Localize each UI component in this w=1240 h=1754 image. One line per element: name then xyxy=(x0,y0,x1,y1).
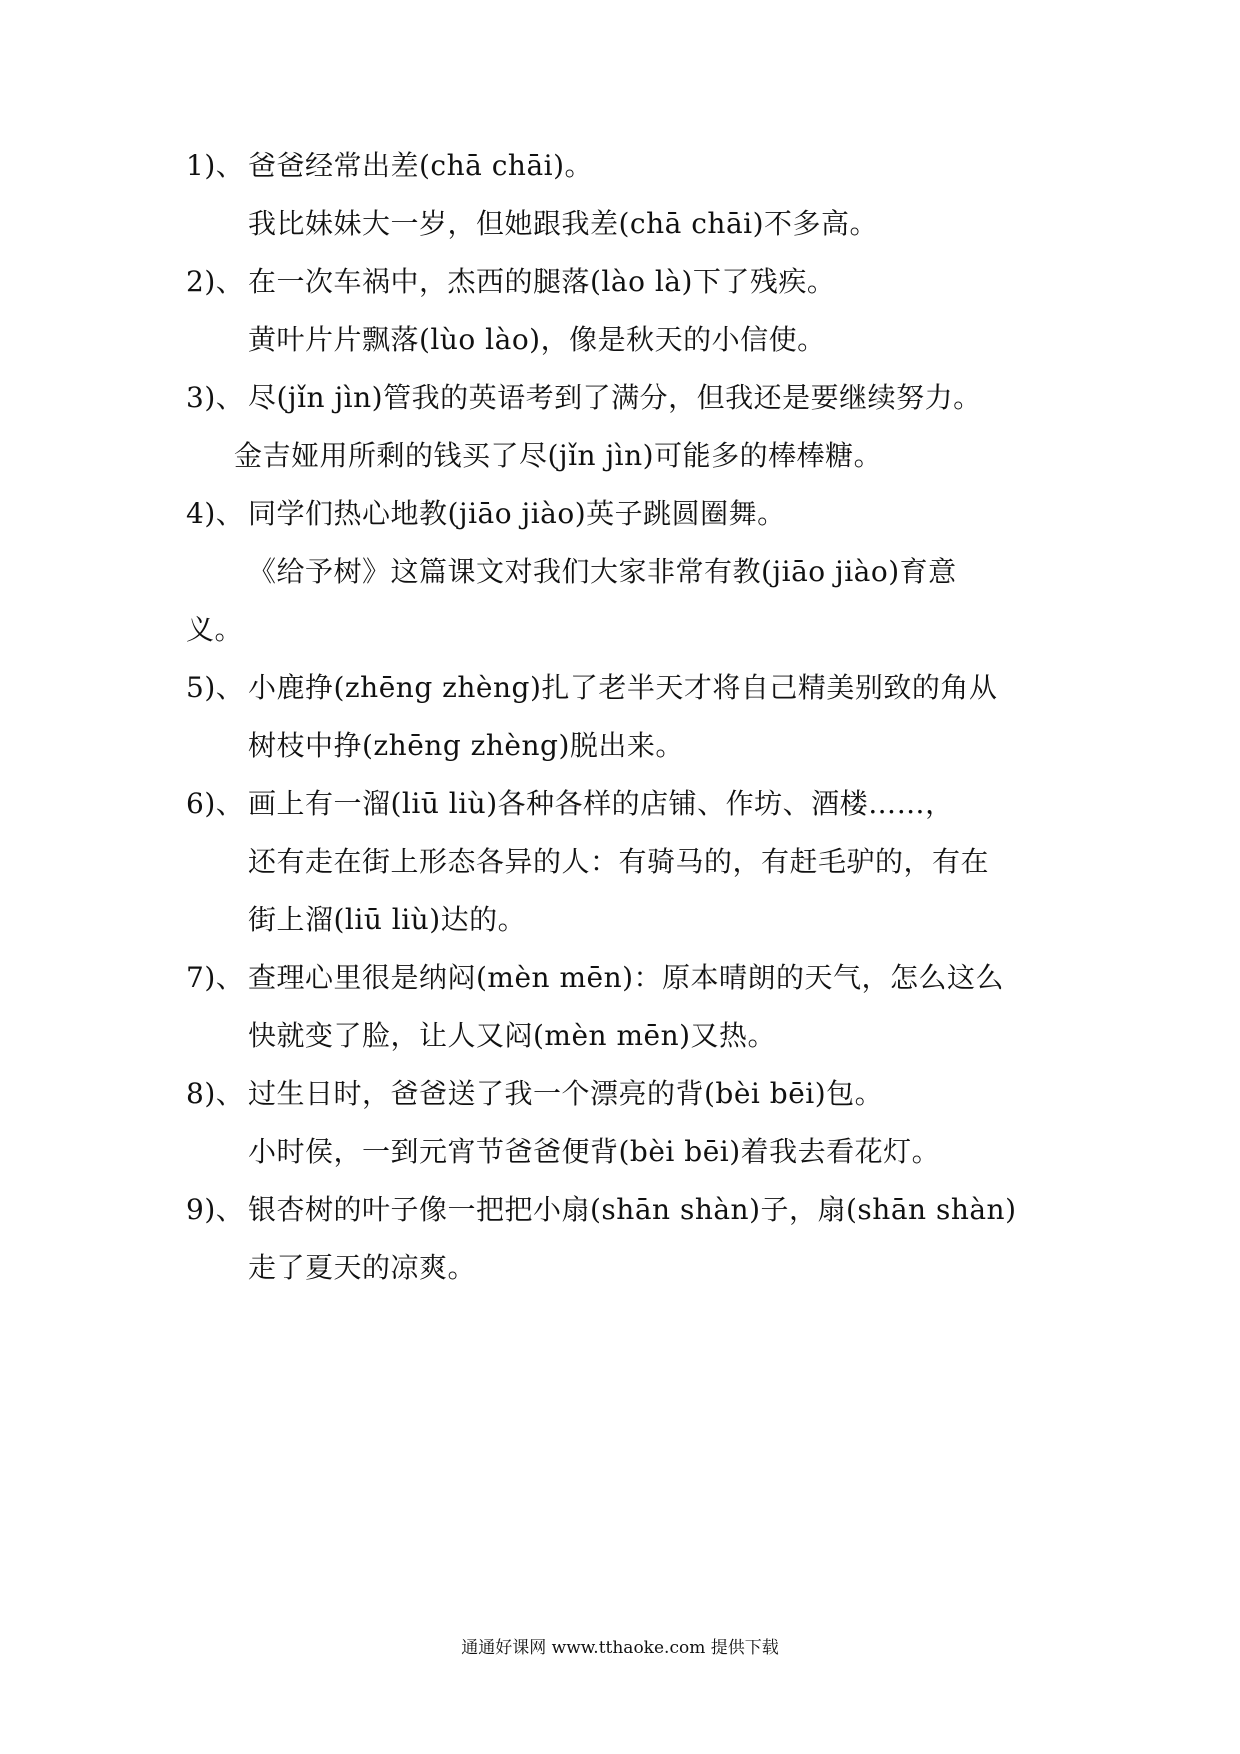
item-number: 1)、 xyxy=(186,149,245,182)
list-item-5-continuation: 树枝中挣(zhēng zhèng)脱出来。 xyxy=(248,729,684,762)
item-number: 6)、 xyxy=(186,787,245,820)
item-number: 7)、 xyxy=(186,961,245,994)
page-footer: 通通好课网 www.tthaoke.com 提供下载 xyxy=(461,1638,779,1658)
list-item-4 xyxy=(186,494,786,534)
item-text: 查理心里很是纳闷(mèn mēn)：原本晴朗的天气，怎么这么 xyxy=(248,961,1005,994)
item-number: 2)、 xyxy=(186,265,245,298)
list-item-9-continuation: 走了夏天的凉爽。 xyxy=(248,1251,477,1284)
list-item-1-continuation: 我比妹妹大一岁，但她跟我差(chā chāi)不多高。 xyxy=(248,207,879,240)
item-text: 尽(jǐn jìn)管我的英语考到了满分，但我还是要继续努力。 xyxy=(248,381,982,414)
item-number: 5)、 xyxy=(186,671,245,704)
list-item-3 xyxy=(186,378,982,418)
list-item-7 xyxy=(186,958,1004,998)
item-text: 在一次车祸中，杰西的腿落(lào là)下了残疾。 xyxy=(248,265,836,298)
list-item-5 xyxy=(186,668,997,708)
list-item-6 xyxy=(186,784,954,824)
item-number: 8)、 xyxy=(186,1077,245,1110)
item-text: 过生日时，爸爸送了我一个漂亮的背(bèi bēi)包。 xyxy=(248,1077,884,1110)
list-item-4-continuation: 义。 xyxy=(186,613,244,646)
list-item-2-continuation: 黄叶片片飘落(lùo lào)，像是秋天的小信使。 xyxy=(248,323,826,356)
list-item-4-continuation: 《给予树》这篇课文对我们大家非常有教(jiāo jiào)育意 xyxy=(248,555,957,588)
list-item-9 xyxy=(186,1190,1017,1230)
list-item-2 xyxy=(186,262,835,302)
list-item-3-continuation: 金吉娅用所剩的钱买了尽(jǐn jìn)可能多的棒棒糖。 xyxy=(234,439,883,472)
item-text: 银杏树的叶子像一把把小扇(shān shàn)子，扇(shān shàn) xyxy=(248,1193,1017,1226)
list-item-8 xyxy=(186,1074,883,1114)
list-item-6-continuation: 还有走在街上形态各异的人：有骑马的，有赶毛驴的，有在 xyxy=(248,845,990,878)
item-text: 爸爸经常出差(chā chāi)。 xyxy=(248,149,594,182)
list-item-1 xyxy=(186,146,593,186)
item-number: 9)、 xyxy=(186,1193,245,1226)
item-text: 小鹿挣(zhēng zhèng)扎了老半天才将自己精美别致的角从 xyxy=(248,671,998,704)
list-item-7-continuation: 快就变了脸，让人又闷(mèn mēn)又热。 xyxy=(248,1019,777,1052)
item-text: 画上有一溜(liū liù)各种各样的店铺、作坊、酒楼……， xyxy=(248,787,954,820)
item-number: 4)、 xyxy=(186,497,245,530)
item-text: 同学们热心地教(jiāo jiào)英子跳圆圈舞。 xyxy=(248,497,786,530)
list-item-6-continuation: 街上溜(liū liù)达的。 xyxy=(248,903,527,936)
item-number: 3)、 xyxy=(186,381,245,414)
list-item-8-continuation: 小时侯，一到元宵节爸爸便背(bèi bēi)着我去看花灯。 xyxy=(248,1135,941,1168)
